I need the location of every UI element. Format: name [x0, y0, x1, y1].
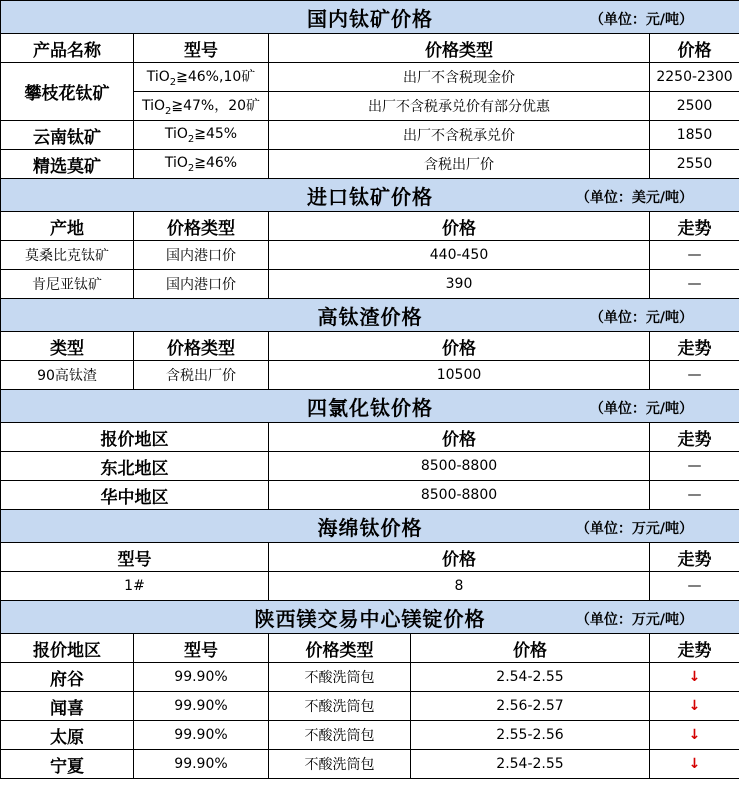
s3-unit: （单位：元/吨）: [589, 310, 694, 326]
s6-title-row: [1, 601, 739, 634]
s3-header-price: 价格: [269, 332, 650, 361]
s5-unit: （单位：万元/吨）: [575, 521, 694, 537]
s3-row-price: 10500: [269, 361, 650, 390]
s6-row: [1, 721, 739, 750]
s2-row: [1, 270, 739, 299]
s3-header-type: 价格类型: [134, 332, 269, 361]
down-arrow-icon: ↓: [650, 721, 739, 750]
s1-row-type: 含税出厂价: [269, 150, 650, 179]
s6-title-cell: [1, 601, 739, 634]
s6-header-trend: 走势: [650, 634, 739, 663]
s1-header-name: 产品名称: [1, 34, 134, 63]
s4-header-row: [1, 423, 739, 452]
s1-row: [1, 150, 739, 179]
s2-header-type: 价格类型: [134, 212, 269, 241]
s4-header-price: 价格: [269, 423, 650, 452]
s5-title-row: [1, 510, 739, 543]
s6-row-type: 不酸洗筒包: [269, 663, 411, 692]
s5-row-price: 8: [269, 572, 650, 601]
s4-row-region: 东北地区: [1, 452, 269, 481]
s3-row: [1, 361, 739, 390]
s2-header-row: [1, 212, 739, 241]
s1-row-type: 出厂不含税承兑价有部分优惠: [269, 92, 650, 121]
s1-row-model: TiO$_2$≧47%，20矿: [134, 92, 269, 121]
s6-row: [1, 663, 739, 692]
s3-header-row: [1, 332, 739, 361]
s1-row-name: 精选莫矿: [1, 150, 134, 179]
s3-header-kind: 类型: [1, 332, 134, 361]
s3-row-type: 含税出厂价: [134, 361, 269, 390]
s2-row-trend: —: [650, 241, 739, 270]
s6-row-region: 太原: [1, 721, 134, 750]
s3-header-trend: 走势: [650, 332, 739, 361]
s6-row-price: 2.56-2.57: [411, 692, 650, 721]
s1-row-price: 2250-2300: [650, 63, 739, 92]
s1-row: [1, 63, 739, 92]
s6-row-type: 不酸洗筒包: [269, 721, 411, 750]
s1-row-model: TiO$_2$≧45%: [134, 121, 269, 150]
s6-header-price: 价格: [411, 634, 650, 663]
s4-title: 四氯化钛价格: [307, 395, 434, 420]
s1-title-row: [1, 1, 739, 34]
s2-header-origin: 产地: [1, 212, 134, 241]
s1-row-name: 云南钛矿: [1, 121, 134, 150]
s2-row-origin: 肯尼亚钛矿: [1, 270, 134, 299]
s1-header-row: [1, 34, 739, 63]
s6-row-price: 2.54-2.55: [411, 750, 650, 779]
s6-row-model: 99.90%: [134, 721, 269, 750]
s4-unit: （单位：元/吨）: [589, 401, 694, 417]
s4-row-price: 8500-8800: [269, 481, 650, 510]
s5-title: 海绵钛价格: [317, 515, 423, 540]
s6-row-type: 不酸洗筒包: [269, 750, 411, 779]
s2-unit: （单位：美元/吨）: [575, 190, 694, 206]
s5-title-cell: [1, 510, 739, 543]
down-arrow-icon: ↓: [650, 692, 739, 721]
s6-row: [1, 692, 739, 721]
s1-title: 国内钛矿价格: [307, 6, 434, 31]
s1-row-type: 出厂不含税承兑价: [269, 121, 650, 150]
s5-row-model: 1#: [1, 572, 269, 601]
s1-row-price: 2550: [650, 150, 739, 179]
s1-row-type: 出厂不含税现金价: [269, 63, 650, 92]
s1-header-type: 价格类型: [269, 34, 650, 63]
s1-row-model: TiO$_2$≧46%: [134, 150, 269, 179]
s6-unit: （单位：万元/吨）: [575, 612, 694, 628]
s1-row: [1, 121, 739, 150]
s4-row: [1, 452, 739, 481]
s2-title-cell: [1, 179, 739, 212]
s6-row-region: 闻喜: [1, 692, 134, 721]
s6-row: [1, 750, 739, 779]
s2-title: 进口钛矿价格: [307, 184, 434, 209]
s4-header-region: 报价地区: [1, 423, 269, 452]
s4-row-trend: —: [650, 481, 739, 510]
s2-header-price: 价格: [269, 212, 650, 241]
s5-header-row: [1, 543, 739, 572]
s4-row-trend: —: [650, 452, 739, 481]
s2-row-type: 国内港口价: [134, 270, 269, 299]
down-arrow-icon: ↓: [650, 750, 739, 779]
s1-row-model: TiO$_2$≧46%,10矿: [134, 63, 269, 92]
s6-row-type: 不酸洗筒包: [269, 692, 411, 721]
s1-header-price: 价格: [650, 34, 739, 63]
s6-row-model: 99.90%: [134, 663, 269, 692]
s5-row-trend: —: [650, 572, 739, 601]
s4-title-cell: [1, 390, 739, 423]
s5-header-model: 型号: [1, 543, 269, 572]
s6-row-model: 99.90%: [134, 692, 269, 721]
s2-row-origin: 莫桑比克钛矿: [1, 241, 134, 270]
s6-header-model: 型号: [134, 634, 269, 663]
s6-row-region: 府谷: [1, 663, 134, 692]
s4-row-region: 华中地区: [1, 481, 269, 510]
down-arrow-icon: ↓: [650, 663, 739, 692]
s1-row-name: 攀枝花钛矿: [1, 63, 134, 121]
s6-header-type: 价格类型: [269, 634, 411, 663]
s1-unit: （单位：元/吨）: [589, 12, 694, 28]
s5-header-trend: 走势: [650, 543, 739, 572]
s1-row-price: 2500: [650, 92, 739, 121]
s3-row-trend: —: [650, 361, 739, 390]
s6-row-model: 99.90%: [134, 750, 269, 779]
s1-title-cell: [1, 1, 739, 34]
s6-row-price: 2.54-2.55: [411, 663, 650, 692]
s6-title: 陕西镁交易中心镁锭价格: [254, 606, 486, 631]
s5-row: [1, 572, 739, 601]
s1-row-price: 1850: [650, 121, 739, 150]
s6-header-region: 报价地区: [1, 634, 134, 663]
s3-row-kind: 90高钛渣: [1, 361, 134, 390]
s2-row: [1, 241, 739, 270]
s2-header-trend: 走势: [650, 212, 739, 241]
s1-header-model: 型号: [134, 34, 269, 63]
s3-title-cell: [1, 299, 739, 332]
s3-title-row: [1, 299, 739, 332]
s5-header-price: 价格: [269, 543, 650, 572]
s4-header-trend: 走势: [650, 423, 739, 452]
s4-title-row: [1, 390, 739, 423]
s6-row-region: 宁夏: [1, 750, 134, 779]
s3-title: 高钛渣价格: [317, 304, 423, 329]
s6-row-price: 2.55-2.56: [411, 721, 650, 750]
s6-header-row: [1, 634, 739, 663]
s4-row-price: 8500-8800: [269, 452, 650, 481]
s2-title-row: [1, 179, 739, 212]
s4-row: [1, 481, 739, 510]
s2-row-trend: —: [650, 270, 739, 299]
s2-row-price: 440-450: [269, 241, 650, 270]
s2-row-price: 390: [269, 270, 650, 299]
s2-row-type: 国内港口价: [134, 241, 269, 270]
